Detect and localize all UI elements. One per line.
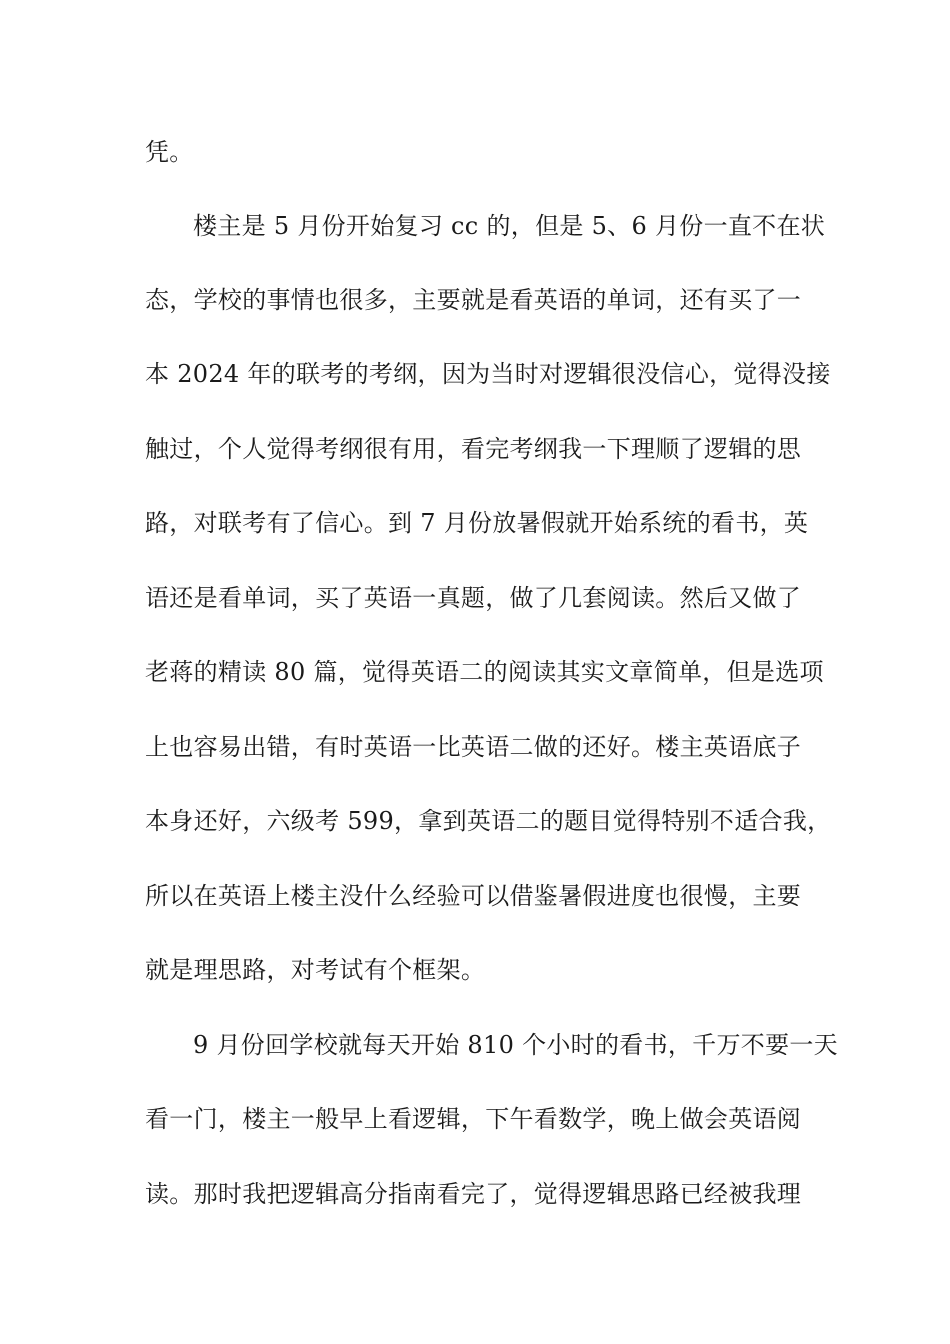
text-line: 读。那时我把逻辑高分指南看完了，觉得逻辑思路已经被我理	[145, 1180, 802, 1208]
text-line: 路，对联考有了信心。到 7 月份放暑假就开始系统的看书，英	[145, 509, 809, 537]
text-line: 本身还好，六级考 599，拿到英语二的题目觉得特别不适合我，	[145, 807, 832, 835]
text-line: 触过，个人觉得考纲很有用，看完考纲我一下理顺了逻辑的思	[145, 435, 802, 463]
text-line: 所以在英语上楼主没什么经验可以借鉴暑假进度也很慢，主要	[145, 882, 802, 910]
text-line: 就是理思路，对考试有个框架。	[145, 956, 486, 984]
text-line: 凭。	[145, 138, 194, 166]
text-line: 楼主是 5 月份开始复习 cc 的，但是 5、6 月份一直不在状	[193, 212, 826, 240]
text-line: 本 2024 年的联考的考纲，因为当时对逻辑很没信心，觉得没接	[145, 360, 831, 388]
text-line: 语还是看单词，买了英语一真题，做了几套阅读。然后又做了	[145, 584, 802, 612]
text-line: 看一门，楼主一般早上看逻辑，下午看数学，晚上做会英语阅	[145, 1105, 802, 1133]
text-line: 9 月份回学校就每天开始 810 个小时的看书，千万不要一天	[193, 1031, 838, 1059]
text-line: 态，学校的事情也很多，主要就是看英语的单词，还有买了一	[145, 286, 802, 314]
text-line: 老蒋的精读 80 篇，觉得英语二的阅读其实文章简单，但是选项	[145, 658, 824, 686]
text-line: 上也容易出错，有时英语一比英语二做的还好。楼主英语底子	[145, 733, 802, 761]
